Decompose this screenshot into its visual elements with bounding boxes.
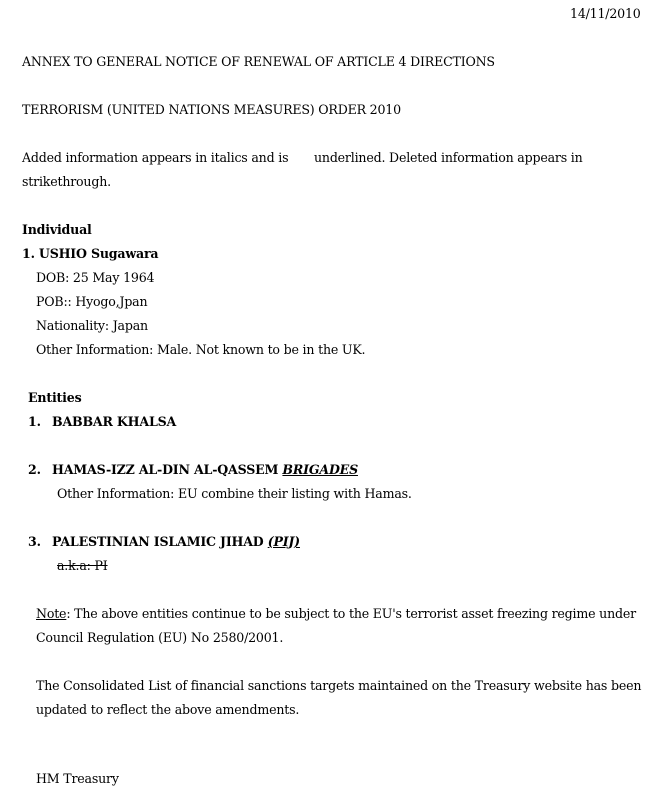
- consolidated-line-2: updated to reflect the above amendments.: [36, 702, 300, 717]
- consolidated-line-1: The Consolidated List of financial sanctions targets maintained on the Treasury website has been: [36, 678, 642, 693]
- individual-dob: DOB: 25 May 1964: [36, 270, 155, 285]
- note-line-1: [36, 602, 636, 626]
- document-date: 14/11/2010: [570, 6, 641, 21]
- entity-3-added-text: (PIJ): [267, 534, 300, 549]
- individual-section-label: Individual: [22, 222, 92, 237]
- individual-nationality: Nationality: Japan: [36, 318, 148, 333]
- entity-1-number: 1.: [28, 414, 41, 429]
- note-line-2: Council Regulation (EU) No 2580/2001.: [36, 630, 284, 645]
- entity-2-number: 2.: [28, 462, 41, 477]
- intro-line-1a: Added information appears in italics and is: [22, 150, 289, 165]
- entity-3-name: PALESTINIAN ISLAMIC JIHAD: [52, 534, 268, 549]
- entity-2-line: [52, 458, 358, 482]
- individual-other-info: Other Information: Male. Not known to be in the UK.: [36, 342, 366, 357]
- note-text: : The above entities continue to be subject to the EU's terrorist asset freezing regime under: [66, 606, 636, 621]
- entity-2-info: Other Information: EU combine their listing with Hamas.: [57, 486, 412, 501]
- entity-1-name: BABBAR KHALSA: [52, 414, 177, 429]
- entity-3-deleted-text: a.k.a: PI: [57, 558, 108, 573]
- signature: HM Treasury: [36, 771, 119, 786]
- entity-3-line: [52, 530, 300, 554]
- entity-2-name: HAMAS-IZZ AL-DIN AL-QASSEM: [52, 462, 283, 477]
- entity-3-number: 3.: [28, 534, 41, 549]
- note-label: Note: [36, 606, 67, 621]
- order-heading: TERRORISM (UNITED NATIONS MEASURES) ORDER 2010: [22, 102, 401, 117]
- individual-pob: POB:: Hyogo,Jpan: [36, 294, 148, 309]
- annex-heading: ANNEX TO GENERAL NOTICE OF RENEWAL OF ARTICLE 4 DIRECTIONS: [22, 54, 495, 69]
- entities-section-label: Entities: [28, 390, 82, 405]
- intro-line-2: strikethrough.: [22, 174, 111, 189]
- entity-2-added-text: BRIGADES: [282, 462, 358, 477]
- intro-line-1b: underlined. Deleted information appears in: [314, 150, 583, 165]
- individual-name: 1. USHIO Sugawara: [22, 246, 159, 261]
